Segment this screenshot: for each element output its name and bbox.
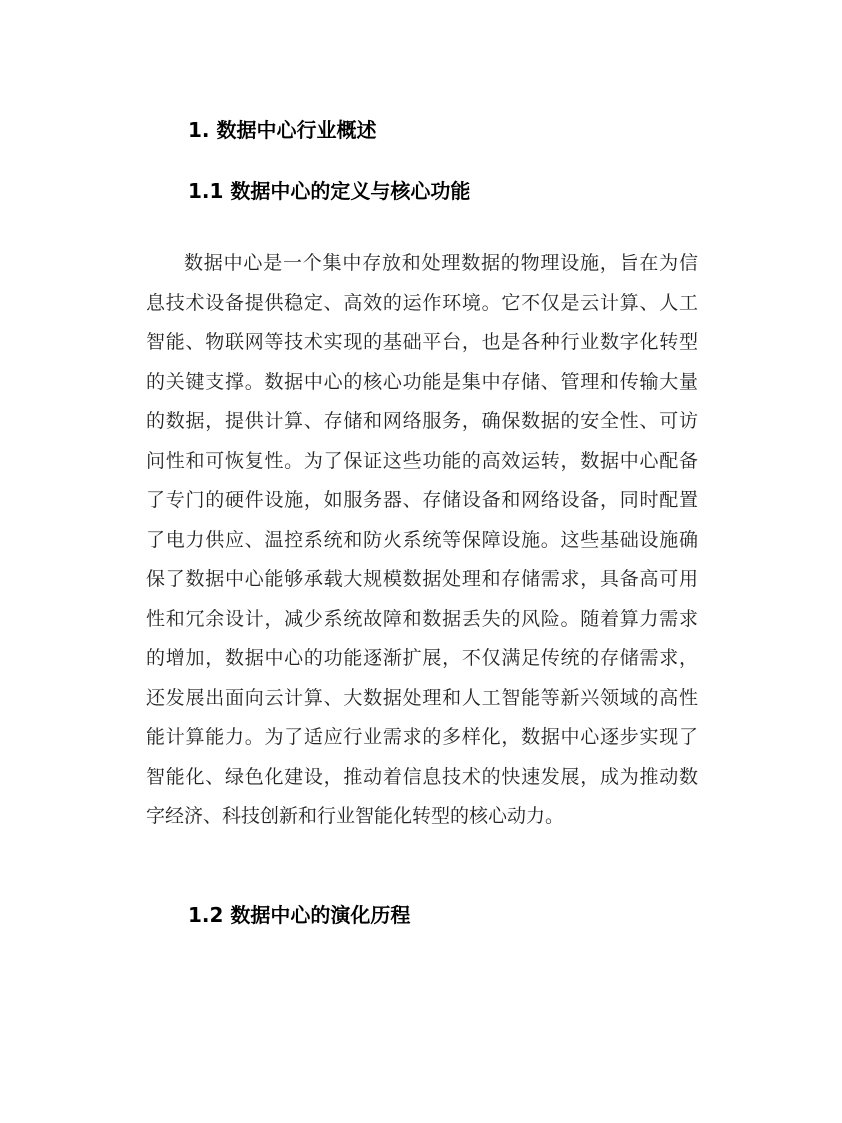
paragraph-line: 的关键支撑。数据中心的核心功能是集中存储、管理和传输大量 — [146, 370, 698, 393]
paragraph-line: 保了数据中心能够承载大规模数据处理和存储需求，具备高可用 — [146, 568, 698, 590]
paragraph-line: 智能化、绿色化建设，推动着信息技术的快速发展，成为推动数 — [146, 765, 698, 788]
paragraph-line: 了电力供应、温控系统和防火系统等保障设施。这些基础设施确 — [146, 528, 698, 551]
paragraph-line: 的增加，数据中心的功能逐渐扩展，不仅满足传统的存储需求， — [146, 647, 698, 669]
paragraph-line: 性和冗余设计，减少系统故障和数据丢失的风险。随着算力需求 — [146, 607, 698, 630]
section-heading-1-2: 1.2 数据中心的演化历程 — [188, 903, 411, 927]
body-paragraph — [146, 244, 698, 837]
paragraph-line: 还发展出面向云计算、大数据处理和人工智能等新兴领域的高性 — [146, 686, 698, 709]
paragraph-line: 能计算能力。为了适应行业需求的多样化，数据中心逐步实现了 — [146, 726, 698, 748]
paragraph-line: 字经济、科技创新和行业智能化转型的核心动力。 — [146, 805, 565, 827]
paragraph-line: 问性和可恢复性。为了保证这些功能的高效运转，数据中心配备 — [146, 449, 698, 472]
paragraph-line: 息技术设备提供稳定、高效的运作环境。它不仅是云计算、人工 — [146, 291, 698, 314]
paragraph-line: 了专门的硬件设施，如服务器、存储设备和网络设备，同时配置 — [146, 489, 698, 511]
paragraph-line: 数据中心是一个集中存放和处理数据的物理设施，旨在为信 — [184, 252, 698, 274]
section-heading-1-1: 1.1 数据中心的定义与核心功能 — [188, 179, 471, 203]
paragraph-line: 的数据，提供计算、存储和网络服务，确保数据的安全性、可访 — [146, 410, 698, 432]
paragraph-line: 智能、物联网等技术实现的基础平台，也是各种行业数字化转型 — [146, 331, 698, 353]
chapter-heading: 1. 数据中心行业概述 — [188, 118, 377, 142]
